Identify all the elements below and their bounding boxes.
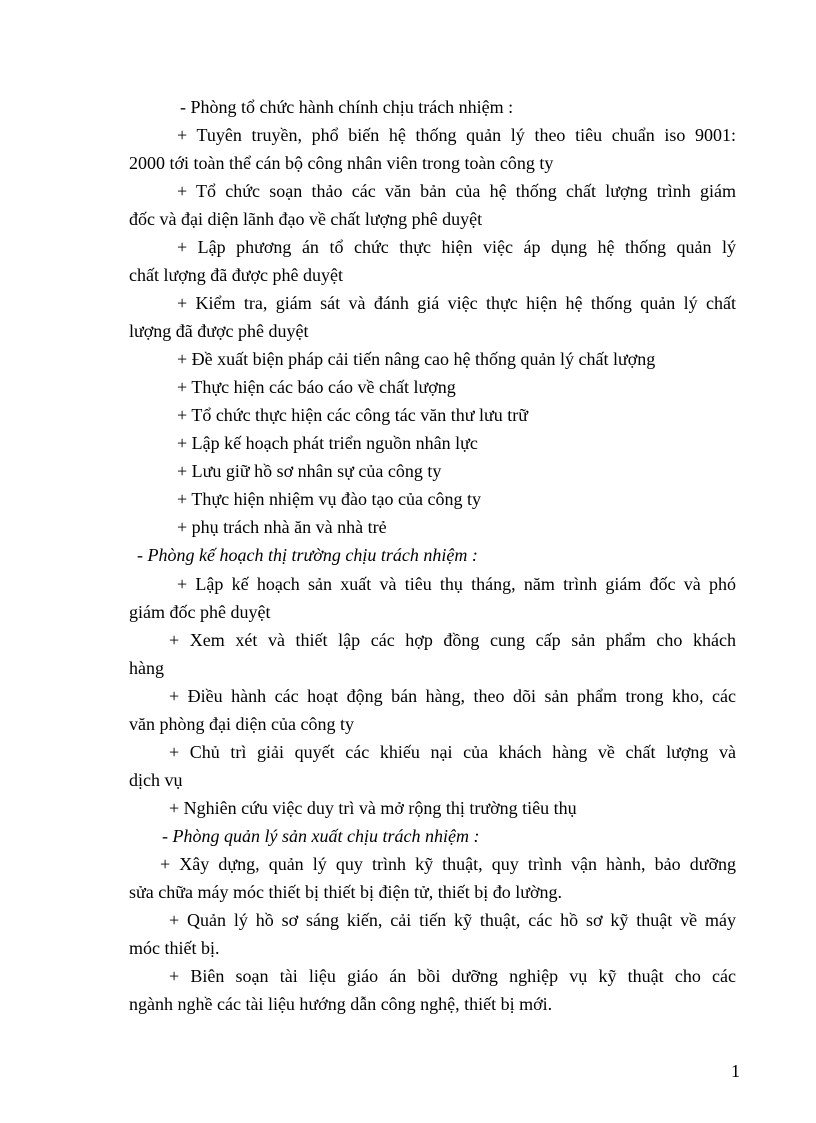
admin-item-3-line-2: chất lượng đã được phê duyệt	[129, 265, 343, 285]
admin-item-10: + Thực hiện nhiệm vụ đào tạo của công ty	[177, 489, 481, 509]
production-item-2-line-2: móc thiết bị.	[129, 938, 220, 958]
admin-item-2-line-2: đốc và đại diện lãnh đạo về chất lượng phê duyệt	[129, 209, 483, 229]
admin-item-1-line-2: 2000 tới toàn thể cán bộ công nhân viên trong toàn công ty	[129, 153, 554, 173]
section-heading-admin: - Phòng tổ chức hành chính chịu trách nhiệm :	[180, 97, 514, 117]
admin-item-4-line-1: + Kiểm tra, giám sát và đánh giá việc thực hiện hệ thống quản lý chất	[177, 293, 736, 313]
planning-item-4-line-1: + Chủ trì giải quyết các khiếu nại của khách hàng về chất lượng và	[169, 742, 736, 762]
planning-item-4-line-2: dịch vụ	[129, 770, 183, 790]
planning-item-5: + Nghiên cứu việc duy trì và mở rộng thị trường tiêu thụ	[169, 798, 577, 818]
planning-item-1-line-2: giám đốc phê duyệt	[129, 602, 271, 622]
production-item-1-line-1: + Xây dựng, quản lý quy trình kỹ thuật, quy trình vận hành, bảo dưỡng	[160, 854, 736, 874]
section-heading-planning: - Phòng kế hoạch thị trường chịu trách nhiệm :	[137, 545, 478, 565]
admin-item-8: + Lập kế hoạch phát triển nguồn nhân lực	[177, 433, 478, 453]
admin-item-1-line-1: + Tuyên truyền, phổ biến hệ thống quản lý theo tiêu chuẩn iso 9001:	[177, 125, 736, 145]
admin-item-11: + phụ trách nhà ăn và nhà trẻ	[177, 517, 387, 537]
admin-item-7: + Tổ chức thực hiện các công tác văn thư lưu trữ	[177, 405, 528, 425]
planning-item-3-line-2: văn phòng đại diện của công ty	[129, 714, 354, 734]
admin-item-6: + Thực hiện các báo cáo về chất lượng	[177, 377, 456, 397]
page-number: 1	[731, 1061, 740, 1081]
admin-item-3-line-1: + Lập phương án tổ chức thực hiện việc áp dụng hệ thống quản lý	[177, 237, 736, 257]
admin-item-5: + Đề xuất biện pháp cải tiến nâng cao hệ thống quản lý chất lượng	[177, 349, 656, 369]
production-item-2-line-1: + Quản lý hồ sơ sáng kiến, cải tiến kỹ thuật, các hồ sơ kỹ thuật về máy	[169, 910, 736, 930]
planning-item-2-line-2: hàng	[129, 658, 164, 678]
production-item-3-line-1: + Biên soạn tài liệu giáo án bồi dưỡng nghiệp vụ kỹ thuật cho các	[169, 966, 736, 986]
planning-item-1-line-1: + Lập kế hoạch sản xuất và tiêu thụ tháng, năm trình giám đốc và phó	[177, 574, 736, 594]
admin-item-4-line-2: lượng đã được phê duyệt	[129, 321, 309, 341]
planning-item-2-line-1: + Xem xét và thiết lập các hợp đồng cung cấp sản phẩm cho khách	[169, 630, 736, 650]
section-heading-production: - Phòng quản lý sản xuất chịu trách nhiệm :	[162, 826, 480, 846]
admin-item-2-line-1: + Tổ chức soạn thảo các văn bản của hệ thống chất lượng trình giám	[177, 181, 736, 201]
admin-item-9: + Lưu giữ hồ sơ nhân sự của công ty	[177, 461, 442, 481]
planning-item-3-line-1: + Điều hành các hoạt động bán hàng, theo dõi sản phẩm trong kho, các	[169, 686, 736, 706]
production-item-3-line-2: ngành nghề các tài liệu hướng dẫn công nghệ, thiết bị mới.	[129, 994, 553, 1014]
production-item-1-line-2: sửa chữa máy móc thiết bị thiết bị điện tử, thiết bị đo lường.	[129, 882, 562, 902]
